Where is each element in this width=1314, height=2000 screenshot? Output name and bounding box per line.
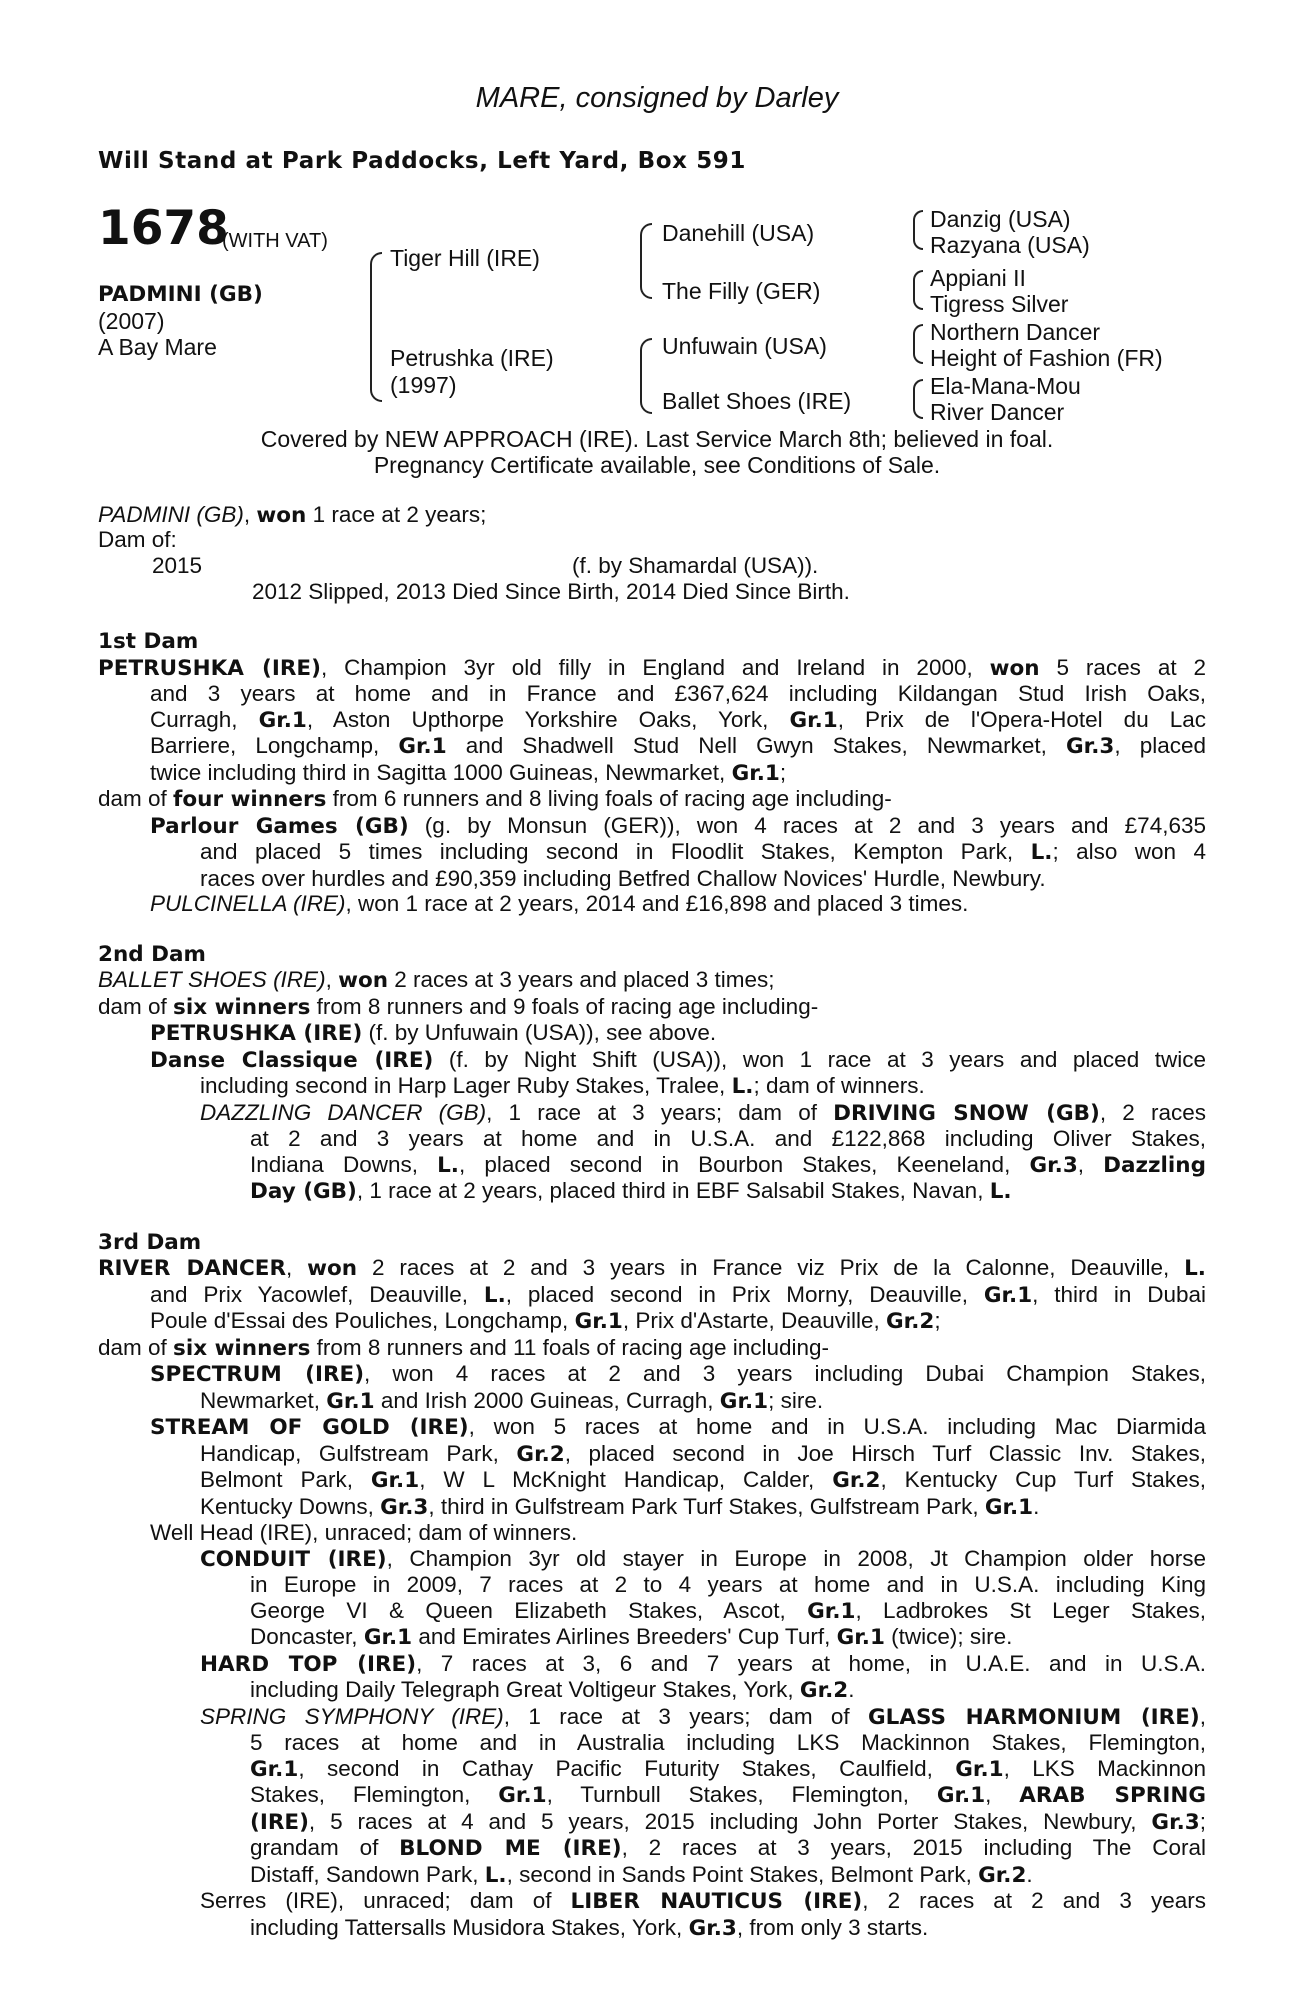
bold-text: L. <box>437 1152 459 1178</box>
pedigree-dam-year: (1997) <box>390 372 457 398</box>
text-run: at 2 and 3 years at home and in U.S.A. and £122,868 including Oliver Stakes, <box>250 1126 1206 1151</box>
first-dam-line <box>98 655 1206 682</box>
third-dam-line <box>98 1624 1206 1651</box>
bold-text: Gr.3 <box>1029 1152 1078 1178</box>
text-run: (g. by Monsun (GER)), won 4 races at 2 and 3 years and £74,635 <box>408 812 1206 838</box>
foal-2015-sire: (f. by Shamardal (USA)). <box>572 553 819 578</box>
bold-text: Gr.1 <box>250 1756 299 1782</box>
bold-text: Gr.1 <box>719 1388 769 1414</box>
text-run: ; <box>779 759 787 785</box>
text-run: Indiana Downs, <box>250 1151 438 1177</box>
text-run: Handicap, Gulfstream Park, <box>200 1440 517 1466</box>
third-dam-line <box>98 1862 1206 1889</box>
text-run: Doncaster, <box>250 1624 364 1649</box>
pedigree-bracket-g3-3 <box>913 324 923 364</box>
text-run: including Tattersalls Musidora Stakes, York, <box>250 1914 689 1940</box>
bold-text: L. <box>483 1282 506 1308</box>
text-run: , Turnbull Stakes, Flemington, <box>546 1782 937 1807</box>
third-dam-line <box>98 1494 1206 1521</box>
bold-text: Gr.1 <box>983 1282 1033 1308</box>
text-run: (twice); sire. <box>884 1624 1013 1649</box>
bold-text: ARAB SPRING <box>1019 1783 1206 1808</box>
second-dam-line <box>98 994 1206 1021</box>
bold-text: Gr.1 <box>574 1309 623 1334</box>
bold-text: Gr.3 <box>1066 734 1115 759</box>
text-run: Well Head (IRE), unraced; dam of winners. <box>150 1520 578 1545</box>
bold-text: Gr.3 <box>1151 1809 1200 1835</box>
produce-name: PADMINI (GB) <box>98 502 244 527</box>
bold-text: L. <box>1030 840 1053 865</box>
pedigree-g3-1: Danzig (USA) <box>930 206 1071 232</box>
text-run: , second in Sands Point Stakes, Belmont Park, <box>506 1861 979 1887</box>
pedigree-sire: Tiger Hill (IRE) <box>390 245 540 271</box>
bold-text: STREAM OF GOLD (IRE) <box>150 1415 469 1440</box>
text-run: Newmarket, <box>200 1387 327 1413</box>
bold-text: Gr.2 <box>886 1309 935 1334</box>
text-run: Poule d'Essai des Pouliches, Longchamp, <box>150 1308 575 1333</box>
second-dam-line <box>98 1100 1206 1127</box>
text-run: , W L McKnight Handicap, Calder, <box>419 1467 833 1492</box>
produce-other-years: 2012 Slipped, 2013 Died Since Birth, 2014 Died Since Birth. <box>252 579 850 604</box>
covered-line-2: Pregnancy Certificate available, see Conditions of Sale. <box>373 452 941 478</box>
text-run: . <box>1033 1493 1040 1519</box>
bold-text: RIVER DANCER <box>98 1256 287 1281</box>
text-run: ; <box>934 1308 941 1333</box>
text-run: grandam of <box>250 1835 400 1860</box>
bold-text: LIBER NAUTICUS (IRE) <box>570 1889 863 1914</box>
third-dam-line <box>98 1572 1206 1598</box>
bold-text: won <box>307 1256 358 1281</box>
third-dam-heading: 3rd Dam <box>98 1229 202 1255</box>
text-run: Kentucky Downs, <box>200 1493 381 1519</box>
text-run: , LKS Mackinnon <box>1003 1755 1206 1781</box>
text-run: 2 races at 3 years and placed 3 times; <box>388 967 775 992</box>
bold-text: Gr.2 <box>832 1468 881 1493</box>
text-run: . <box>848 1677 855 1702</box>
pedigree-bracket-dam <box>640 338 652 414</box>
vat-note: (WITH VAT) <box>222 230 328 252</box>
third-dam-line <box>98 1441 1206 1468</box>
second-dam-heading: 2nd Dam <box>98 941 206 967</box>
second-dam-line <box>98 967 1206 994</box>
text-run: , placed second in Prix Morny, Deauville, <box>505 1281 984 1307</box>
bold-text: Gr.1 <box>363 1625 413 1650</box>
text-run: Distaff, Sandown Park, <box>250 1861 485 1887</box>
text-run: , third in Dubai <box>1032 1281 1206 1307</box>
text-run: . <box>1026 1861 1033 1887</box>
pedigree-g2-2: The Filly (GER) <box>662 278 821 304</box>
bold-text: Gr.1 <box>370 1468 420 1493</box>
horse-name: PADMINI (GB) <box>98 282 263 307</box>
text-run: , placed <box>1114 733 1206 758</box>
second-dam-line <box>98 1126 1206 1152</box>
text-run: 2 races at 2 and 3 years in France viz Prix de la Calonne, Deauville, <box>357 1255 1185 1280</box>
first-dam-line <box>98 760 1206 787</box>
first-dam-line <box>98 786 1206 813</box>
text-run: , 2 races at 2 and 3 years <box>862 1888 1206 1913</box>
pedigree-g3-4: Tigress Silver <box>930 291 1069 317</box>
text-run: , from only 3 starts. <box>736 1914 929 1940</box>
text-run: from 8 runners and 9 foals of racing age including- <box>310 993 819 1019</box>
first-dam-line <box>98 813 1206 840</box>
third-dam-line <box>98 1809 1206 1836</box>
third-dam-line <box>98 1282 1206 1309</box>
horse-description: A Bay Mare <box>98 334 217 360</box>
text-run: , won 1 race at 2 years, 2014 and £16,898 and placed 3 times. <box>345 891 969 916</box>
text-run: , placed second in Bourbon Stakes, Keeneland, <box>458 1151 1030 1177</box>
text-run: , 7 races at 3, 6 and 7 years at home, in U.A.E. and in U.S.A. <box>416 1650 1206 1676</box>
text-run: , Champion 3yr old stayer in Europe in 2008, Jt Champion older horse <box>386 1545 1206 1571</box>
third-dam-line <box>98 1704 1206 1731</box>
third-dam-line <box>98 1888 1206 1915</box>
second-dam-line <box>98 1020 1206 1047</box>
third-dam-line <box>98 1414 1206 1441</box>
text-run: including second in Harp Lager Ruby Stakes, Tralee, <box>200 1073 732 1098</box>
text-run: races over hurdles and £90,359 including Betfred Challow Novices' Hurdle, Newbury. <box>200 865 1046 891</box>
second-dam-line <box>98 1073 1206 1100</box>
bold-text: Parlour Games (GB) <box>150 813 409 839</box>
pedigree-g3-7: Ela-Mana-Mou <box>930 373 1081 399</box>
bold-text: Gr.1 <box>258 707 307 733</box>
bold-text: PETRUSHKA (IRE) <box>98 655 321 681</box>
bold-text: Dazzling <box>1103 1152 1206 1178</box>
text-run: ; dam of winners. <box>753 1073 925 1098</box>
third-dam-line <box>98 1598 1206 1625</box>
pedigree-g2-3: Unfuwain (USA) <box>662 333 827 359</box>
text-run: Serres (IRE), unraced; dam of <box>200 1888 571 1913</box>
bold-text: Gr.2 <box>516 1441 565 1467</box>
pedigree-g2-1: Danehill (USA) <box>662 220 815 246</box>
text-run: Belmont Park, <box>200 1467 371 1492</box>
bold-text: four winners <box>173 787 327 812</box>
text-run: and 3 years at home and in France and £367,624 including Kildangan Stud Irish Oaks, <box>150 681 1206 706</box>
text-run: , Kentucky Cup Turf Stakes, <box>880 1467 1206 1492</box>
third-dam-line <box>98 1677 1206 1704</box>
pedigree-bracket-g3-2 <box>913 270 923 310</box>
second-dam-line <box>98 1152 1206 1179</box>
text-run: , 1 race at 3 years; dam of <box>503 1703 869 1729</box>
text-run: , 2 races <box>1099 1099 1206 1125</box>
text-run: dam of <box>98 786 174 811</box>
text-run: and placed 5 times including second in Floodlit Stakes, Kempton Park, <box>200 839 1031 864</box>
produce-record-text: 1 race at 2 years; <box>306 502 487 527</box>
text-run: 5 races at 2 <box>1039 654 1206 680</box>
pedigree-g3-2: Razyana (USA) <box>930 232 1090 258</box>
pedigree-bracket-parents <box>370 252 382 402</box>
third-dam-line <box>98 1782 1206 1809</box>
text-run: including Daily Telegraph Great Voltigeur Stakes, York, <box>250 1677 800 1702</box>
bold-text: HARD TOP (IRE) <box>200 1651 417 1677</box>
text-run: , Aston Upthorpe Yorkshire Oaks, York, <box>306 706 790 732</box>
horse-year: (2007) <box>98 308 165 334</box>
pedigree-dam: Petrushka (IRE) <box>390 345 554 371</box>
bold-text: Gr.1 <box>731 760 780 786</box>
text-run: , won 5 races at home and in U.S.A. including Mac Diarmida <box>468 1414 1206 1439</box>
bold-text: L. <box>484 1862 507 1888</box>
bold-text: DRIVING SNOW (GB) <box>833 1100 1100 1126</box>
bold-text: Gr.1 <box>789 707 838 733</box>
text-run: , third in Gulfstream Park Turf Stakes, Gulfstream Park, <box>428 1493 985 1519</box>
bold-text: L. <box>731 1074 754 1099</box>
text-run: and Shadwell Stud Nell Gwyn Stakes, Newmarket, <box>446 733 1067 758</box>
bold-text: Gr.1 <box>936 1783 986 1808</box>
text-run: dam of <box>98 993 174 1019</box>
bold-text: PETRUSHKA (IRE) <box>150 1021 363 1046</box>
text-run: 5 races at home and in Australia including LKS Mackinnon Stakes, Flemington, <box>250 1730 1206 1755</box>
lot-number: 1678 <box>98 201 229 256</box>
italic-text: PULCINELLA (IRE) <box>150 891 346 916</box>
text-run: , <box>325 967 339 992</box>
first-dam-line <box>98 733 1206 760</box>
second-dam-line <box>98 1047 1206 1074</box>
bold-text: (IRE) <box>250 1809 309 1835</box>
text-run: George VI & Queen Elizabeth Stakes, Ascot, <box>250 1597 808 1623</box>
bold-text: Gr.2 <box>978 1862 1027 1888</box>
third-dam-line <box>98 1915 1206 1942</box>
text-run: Stakes, Flemington, <box>250 1782 499 1807</box>
first-dam-line <box>98 891 1206 917</box>
text-run: , second in Cathay Pacific Futurity Stakes, Caulfield, <box>298 1755 956 1781</box>
italic-text: DAZZLING DANCER (GB) <box>200 1099 487 1125</box>
produce-record: PADMINI (GB), won 1 race at 2 years; <box>98 502 487 528</box>
text-run: , Champion 3yr old filly in England and Ireland in 2000, <box>320 654 990 680</box>
bold-text: Gr.1 <box>807 1598 856 1624</box>
third-dam-line <box>98 1255 1206 1282</box>
text-run: , Prix d'Astarte, Deauville, <box>622 1308 887 1333</box>
second-dam-line <box>98 1178 1206 1205</box>
pedigree-bracket-g3-4 <box>913 379 923 419</box>
produce-won: won <box>256 503 307 528</box>
text-run: , 1 race at 3 years; dam of <box>486 1099 834 1125</box>
bold-text: Gr.1 <box>498 1783 547 1808</box>
text-run: Barriere, Longchamp, <box>150 733 399 758</box>
text-run: , <box>286 1255 308 1280</box>
text-run: from 8 runners and 11 foals of racing age including- <box>310 1334 830 1360</box>
text-run: twice including third in Sagitta 1000 Guineas, Newmarket, <box>150 759 732 785</box>
bold-text: Gr.1 <box>836 1625 885 1650</box>
italic-text: SPRING SYMPHONY (IRE) <box>200 1703 504 1729</box>
bold-text: SPECTRUM (IRE) <box>150 1362 365 1387</box>
bold-text: Day (GB) <box>250 1179 357 1204</box>
text-run: ; also won 4 <box>1052 839 1206 864</box>
text-run: , 1 race at 2 years, placed third in EBF Salsabil Stakes, Navan, <box>356 1178 990 1203</box>
first-dam-line <box>98 681 1206 707</box>
text-run: , Ladbrokes St Leger Stakes, <box>855 1597 1207 1623</box>
third-dam-line <box>98 1546 1206 1573</box>
third-dam-line <box>98 1388 1206 1415</box>
bold-text: Gr.1 <box>955 1756 1004 1782</box>
first-dam-line <box>98 866 1206 892</box>
bold-text: Gr.2 <box>799 1678 849 1703</box>
third-dam-line <box>98 1756 1206 1783</box>
dam-sections <box>98 629 1206 1941</box>
bold-text: L. <box>989 1179 1012 1204</box>
text-run: (f. by Unfuwain (USA)), see above. <box>362 1020 717 1045</box>
bold-text: Gr.1 <box>326 1388 375 1414</box>
bold-text: won <box>338 968 389 993</box>
pedigree-g3-8: River Dancer <box>930 399 1065 425</box>
bold-text: CONDUIT (IRE) <box>200 1546 387 1572</box>
text-run: and Prix Yacowlef, Deauville, <box>150 1281 484 1307</box>
pedigree-bracket-g3-1 <box>913 210 923 250</box>
text-run: in Europe in 2009, 7 races at 2 to 4 years at home and in U.S.A. including King <box>250 1572 1206 1597</box>
text-run: , placed second in Joe Hirsch Turf Classic Inv. Stakes, <box>564 1440 1206 1466</box>
pedigree-g2-4: Ballet Shoes (IRE) <box>662 388 852 414</box>
foal-2015-year: 2015 <box>152 553 203 578</box>
text-run: , <box>985 1782 1020 1807</box>
third-dam-line <box>98 1335 1206 1362</box>
text-run: from 6 runners and 8 living foals of racing age including- <box>326 786 892 811</box>
text-run: , won 4 races at 2 and 3 years including Dubai Champion Stakes, <box>364 1361 1206 1386</box>
third-dam-line <box>98 1730 1206 1756</box>
third-dam-line <box>98 1308 1206 1335</box>
text-run: ; <box>1199 1808 1206 1834</box>
bold-text: L. <box>1184 1256 1206 1281</box>
bold-text: GLASS HARMONIUM (IRE) <box>868 1704 1200 1730</box>
text-run: dam of <box>98 1334 174 1360</box>
pedigree-g3-5: Northern Dancer <box>930 319 1101 345</box>
pedigree-g3-3: Appiani II <box>930 265 1026 291</box>
bold-text: Danse Classique (IRE) <box>150 1047 434 1073</box>
third-dam-line <box>98 1361 1206 1388</box>
third-dam-line <box>98 1651 1206 1678</box>
text-run: , Prix de l'Opera-Hotel du Lac <box>837 706 1206 732</box>
bold-text: BLOND ME (IRE) <box>399 1836 622 1861</box>
bold-text: won <box>989 655 1040 681</box>
text-run: (f. by Night Shift (USA)), won 1 race at 3 years and placed twice <box>433 1046 1206 1072</box>
italic-text: BALLET SHOES (IRE) <box>98 967 326 992</box>
pedigree-bracket-sire <box>640 223 652 299</box>
bold-text: Gr.3 <box>688 1915 737 1941</box>
third-dam-line <box>98 1467 1206 1494</box>
bold-text: six winners <box>173 1335 311 1361</box>
pedigree-g3-6: Height of Fashion (FR) <box>930 345 1163 371</box>
third-dam-line <box>98 1835 1206 1862</box>
text-run: , 5 races at 4 and 5 years, 2015 including John Porter Stakes, Newbury, <box>308 1808 1152 1834</box>
text-run: ; sire. <box>768 1387 824 1413</box>
text-run: , <box>1077 1151 1104 1177</box>
text-run: , <box>1199 1703 1206 1729</box>
bold-text: Gr.1 <box>398 734 447 759</box>
bold-text: Gr.3 <box>380 1494 429 1520</box>
covered-line-1: Covered by NEW APPROACH (IRE). Last Service March 8th; believed in foal. <box>260 426 1054 452</box>
first-dam-line <box>98 839 1206 866</box>
first-dam-heading: 1st Dam <box>98 629 199 654</box>
text-run: , 2 races at 3 years, 2015 including The Coral <box>621 1835 1206 1860</box>
third-dam-line <box>98 1520 1206 1546</box>
bold-text: six winners <box>173 994 311 1020</box>
first-dam-line <box>98 707 1206 734</box>
dam-of-label: Dam of: <box>98 527 177 552</box>
text-run: Curragh, <box>150 706 259 732</box>
text-run: and Irish 2000 Guineas, Curragh, <box>374 1387 720 1413</box>
bold-text: Gr.1 <box>984 1494 1034 1520</box>
text-run: and Emirates Airlines Breeders' Cup Turf, <box>412 1624 837 1649</box>
consignor-title: MARE, consigned by Darley <box>475 82 839 114</box>
stand-location: Will Stand at Park Paddocks, Left Yard, Box 591 <box>98 148 746 174</box>
